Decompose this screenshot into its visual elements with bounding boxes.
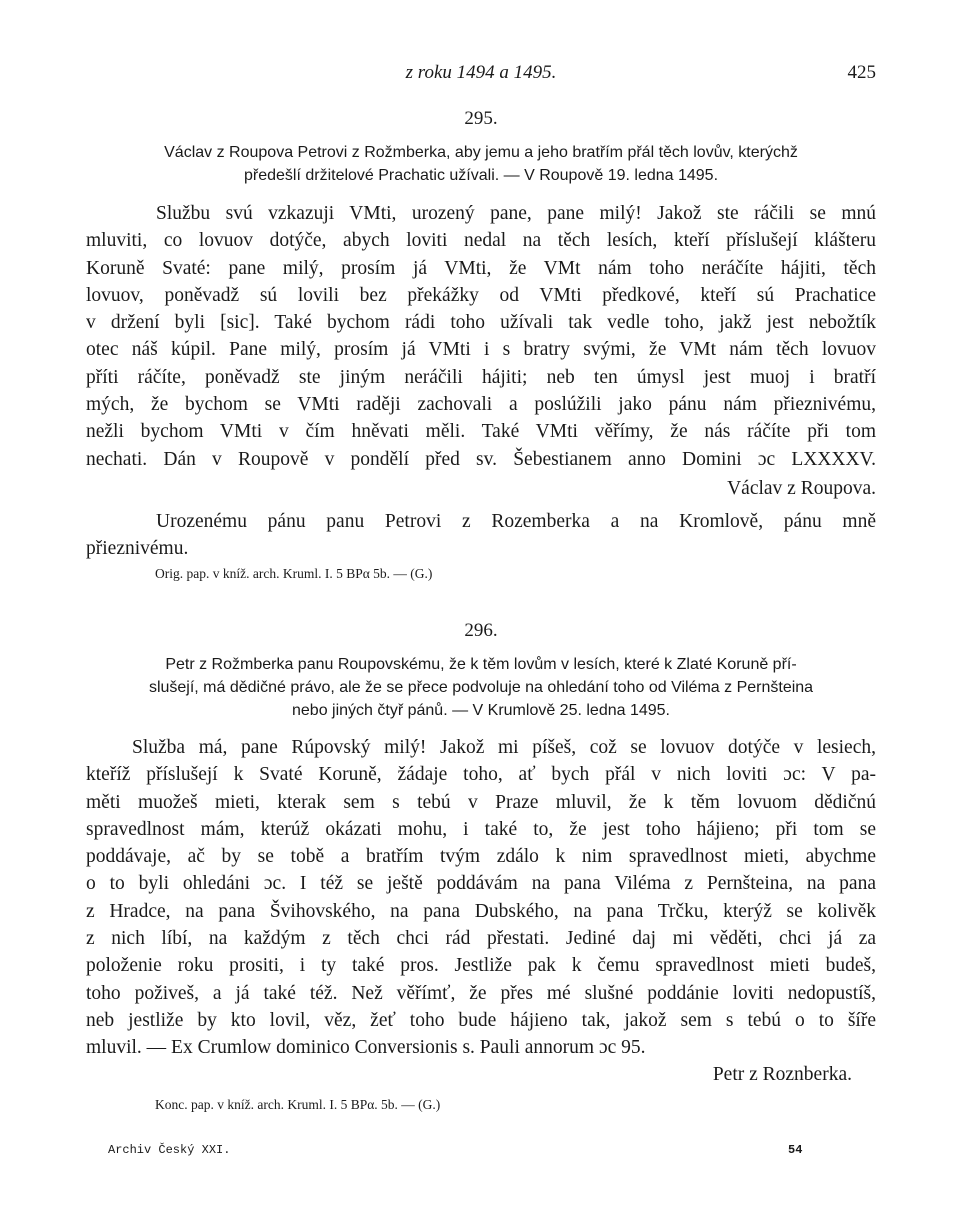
body-line: o to byli ohledáni ɔc. I též se ještě poddávám na pana Viléma z Pernšteina, na pana xyxy=(86,873,876,895)
body-line: neb jestliže by kto lovil, věz, žeť toho bude hájieno tak, jakož sem s tebú o to šíře xyxy=(86,1009,876,1031)
body-line: Službu svú vzkazuji VMti, urozený pane, pane milý! Jakož ste ráčili se mnú xyxy=(156,203,876,224)
body-line: měti muožeš mieti, kterak sem s tebú v Praze mluvil, že k těm lovuom dědičnú xyxy=(86,791,876,813)
body-line: položenie roku prositi, i ty také pros. Jestliže pak k čemu spravedlnost mieti budeš, xyxy=(86,955,876,977)
body-line: z Hradce, na pana Švihovského, na pana Dubského, na pana Trčku, kterýž se kolivěk xyxy=(86,900,876,922)
summary-line: předešlí držitelové Prachatic užívali. — V Roupově 19. ledna 1495. xyxy=(243,167,719,184)
source-note-295: Orig. pap. v kníž. arch. Kruml. I. 5 BPα 5b. — (G.) xyxy=(155,566,433,581)
body-line: nechati. Dán v Roupově v pondělí před sv. Šebestianem anno Domini ɔc LXXXXV. xyxy=(86,448,876,470)
signature-296: Petr z Roznberka. xyxy=(712,1064,852,1085)
doc-body-296 xyxy=(86,734,876,1062)
summary-line: Petr z Rožmberka panu Roupovskému, že k těm lovům v lesích, které k Zlaté Koruně pří- xyxy=(165,656,797,673)
body-line: Koruně Svaté: pane milý, prosím já VMti, že VMt nám toho neráčíte hájiti, těch xyxy=(86,257,876,279)
source-note-296: Konc. pap. v kníž. arch. Kruml. I. 5 BPα. 5b. — (G.) xyxy=(155,1097,441,1112)
footer-signature-mark: 54 xyxy=(788,1143,803,1157)
doc-number-295: 295. xyxy=(464,108,498,129)
doc-summary-296 xyxy=(86,653,876,722)
body-line: mých, že bychom se VMti raději zachovali a poslúžili jako pánu nám přieznivému, xyxy=(86,394,876,416)
running-head xyxy=(86,62,876,86)
body-line: toho poživeš, a já také též. Než věřímť, že přes mé slušné poddánie loviti nedopustíš, xyxy=(86,982,876,1004)
body-line: z nich líbí, na každým z těch chci rád přestati. Jediné daj mi věděti, chci já za xyxy=(86,928,876,950)
address-line: přieznivému. xyxy=(86,538,189,560)
body-line: lovuov, poněvadž sú lovili bez překážky od VMti předkové, kteří sú Prachatice xyxy=(86,284,876,306)
running-title: z roku 1494 a 1495. xyxy=(405,62,557,83)
address-295 xyxy=(86,508,876,563)
page-number: 425 xyxy=(847,62,876,83)
doc-number-296: 296. xyxy=(464,620,498,641)
summary-line: slušejí, má dědičné právo, ale že se přece podvoluje na ohledání toho od Viléma z Pernšteina xyxy=(148,679,814,696)
body-line: Služba má, pane Rúpovský milý! Jakož mi píšeš, což se lovuov dotýče v lesiech, xyxy=(132,737,876,758)
body-line: poddávaje, ač by se tobě a bratřím tvým zdálo k nim spravedlnost mieti, abychme xyxy=(86,846,876,868)
body-line: kteříž příslušejí k Svaté Koruně, žádaje toho, ať bych přál v nich loviti ɔc: V pa- xyxy=(86,764,876,786)
summary-line: Václav z Roupova Petrovi z Rožmberka, aby jemu a jeho bratřím přál těch lovův, kterýchž xyxy=(164,144,798,161)
summary-line: nebo jiných čtyř pánů. — V Krumlově 25. ledna 1495. xyxy=(292,702,670,719)
body-line: v držení byli [sic]. Také bychom rádi toho užívali tak vedle toho, jakž jest nebožtík xyxy=(86,312,876,334)
body-line: mluviti, co lovuov dotýče, abych loviti nedal na těch lesích, kteří příslušejí klášteru xyxy=(86,230,876,252)
doc-body-295 xyxy=(86,200,876,473)
address-line: Urozenému pánu panu Petrovi z Rozemberka a na Kromlově, pánu mně xyxy=(156,511,876,532)
body-line: příti ráčíte, poněvadž ste jiným neráčili hájiti; neb ten úmysl jest muoj i bratří xyxy=(86,366,876,388)
body-line: nežli bychom VMti v čím hněvati měli. Také VMti věřímy, že nás ráčíte při tom xyxy=(86,421,876,443)
signature-295: Václav z Roupova. xyxy=(727,478,876,499)
body-line: mluvil. — Ex Crumlow dominico Conversionis s. Pauli annorum ɔc 95. xyxy=(86,1037,646,1059)
footer-volume: Archiv Český XXI. xyxy=(108,1143,231,1157)
body-line: spravedlnost mám, kterúž okázati mohu, i také to, že jest toho hájieno; při tom se xyxy=(86,818,876,840)
doc-summary-295 xyxy=(86,141,876,187)
body-line: otec náš kúpil. Pane milý, prosím já VMti i s bratry svými, že VMt nám těch lovuov xyxy=(86,339,876,361)
